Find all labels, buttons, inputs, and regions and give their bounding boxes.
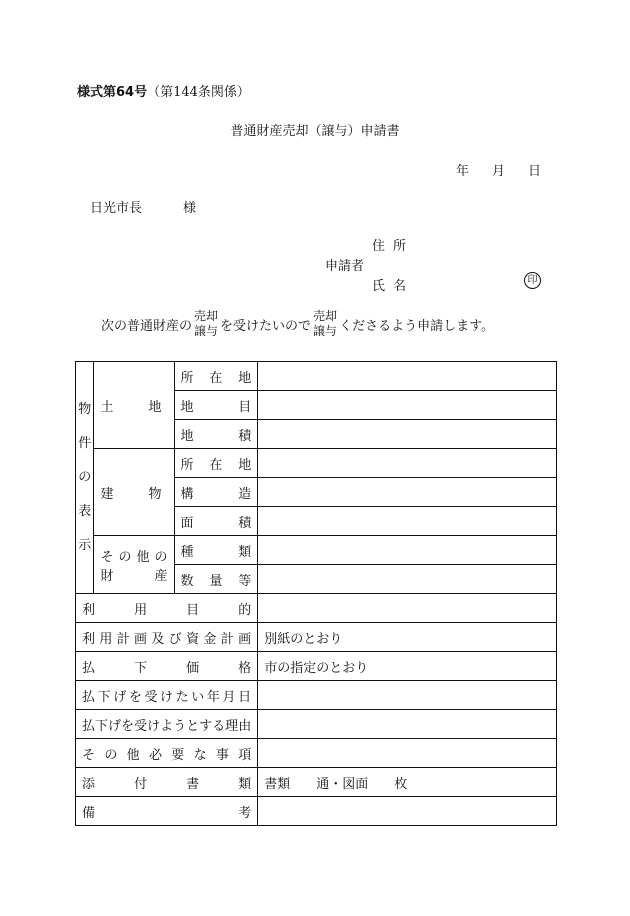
attached-documents-label: 添 付 書 類	[76, 768, 258, 797]
table-row	[76, 449, 557, 478]
land-area-label: 地 積	[174, 420, 258, 449]
land-location-value[interactable]	[258, 362, 557, 391]
table-row	[76, 652, 557, 681]
choice-transfer: 譲与	[313, 324, 338, 338]
attached-documents-value[interactable]: 書類 通・図面 枚	[258, 768, 557, 797]
usage-funding-plan-value[interactable]: 別紙のとおり	[258, 623, 557, 652]
table-row	[76, 594, 557, 623]
other-property-group-label: そ の 他 の 財 産	[94, 536, 174, 594]
property-header-vertical: 物 件 の 表 示	[76, 362, 94, 594]
building-area-value[interactable]	[258, 507, 557, 536]
choice-transfer: 譲与	[194, 324, 219, 338]
desired-date-label: 払 下 げ を 受 け た い 年 月 日	[76, 681, 258, 710]
sentence-part1: 次の普通財産の	[101, 318, 193, 334]
table-row	[76, 536, 557, 565]
property-table	[75, 361, 557, 826]
building-location-label: 所 在 地	[174, 449, 258, 478]
other-type-value[interactable]	[258, 536, 557, 565]
building-group-label: 建 物	[94, 449, 174, 536]
land-group-label: 土 地	[94, 362, 174, 449]
desired-date-value[interactable]	[258, 681, 557, 710]
form-reference: （第144条関係）	[147, 85, 250, 100]
other-quantity-value[interactable]	[258, 565, 557, 594]
other-matters-label: そ の 他 必 要 な 事 項	[76, 739, 258, 768]
sentence-part2: を受けたいので	[220, 318, 312, 334]
table-row	[76, 797, 557, 826]
building-structure-value[interactable]	[258, 478, 557, 507]
sale-transfer-choice-1	[194, 309, 218, 339]
sentence-part3: くださるよう申請します。	[339, 318, 495, 334]
choice-sale: 売却	[313, 309, 338, 323]
table-row	[76, 739, 557, 768]
table-row	[76, 710, 557, 739]
addressee-mayor: 日光市長	[90, 201, 143, 216]
table-row	[76, 623, 557, 652]
disposal-reason-value[interactable]	[258, 710, 557, 739]
land-area-value[interactable]	[258, 420, 557, 449]
other-type-label: 種 類	[174, 536, 258, 565]
sale-transfer-choice-2	[313, 309, 337, 339]
request-sentence	[101, 309, 494, 339]
table-row	[76, 681, 557, 710]
usage-funding-plan-label: 利 用 計 画 及 び 資 金 計 画	[76, 623, 258, 652]
other-matters-value[interactable]	[258, 739, 557, 768]
usage-purpose-value[interactable]	[258, 594, 557, 623]
date-month-label: 月	[492, 164, 506, 179]
remarks-value[interactable]	[258, 797, 557, 826]
land-category-label: 地 目	[174, 391, 258, 420]
form-number: 様式第64号（第144条関係）	[77, 85, 250, 100]
land-location-label: 所 在 地	[174, 362, 258, 391]
applicant-label: 申請者	[325, 259, 365, 274]
name-label: 氏名	[372, 279, 415, 294]
date-year-label: 年	[456, 164, 470, 179]
remarks-label: 備 考	[76, 797, 258, 826]
table-row	[76, 362, 557, 391]
usage-purpose-label: 利 用 目 的	[76, 594, 258, 623]
addressee-honorific: 様	[183, 201, 197, 216]
seal-icon: 印	[524, 272, 541, 289]
land-category-value[interactable]	[258, 391, 557, 420]
other-quantity-label: 数 量 等	[174, 565, 258, 594]
building-structure-label: 構 造	[174, 478, 258, 507]
document-title: 普通財産売却（譲与）申請書	[230, 124, 400, 139]
disposal-price-value[interactable]: 市の指定のとおり	[258, 652, 557, 681]
date-day-label: 日	[528, 164, 542, 179]
building-area-label: 面 積	[174, 507, 258, 536]
choice-sale: 売却	[194, 309, 219, 323]
building-location-value[interactable]	[258, 449, 557, 478]
table-row	[76, 768, 557, 797]
disposal-reason-label: 払 下 げ を 受 け よ う と す る 理 由	[76, 710, 258, 739]
address-label: 住所	[372, 239, 415, 254]
disposal-price-label: 払 下 価 格	[76, 652, 258, 681]
